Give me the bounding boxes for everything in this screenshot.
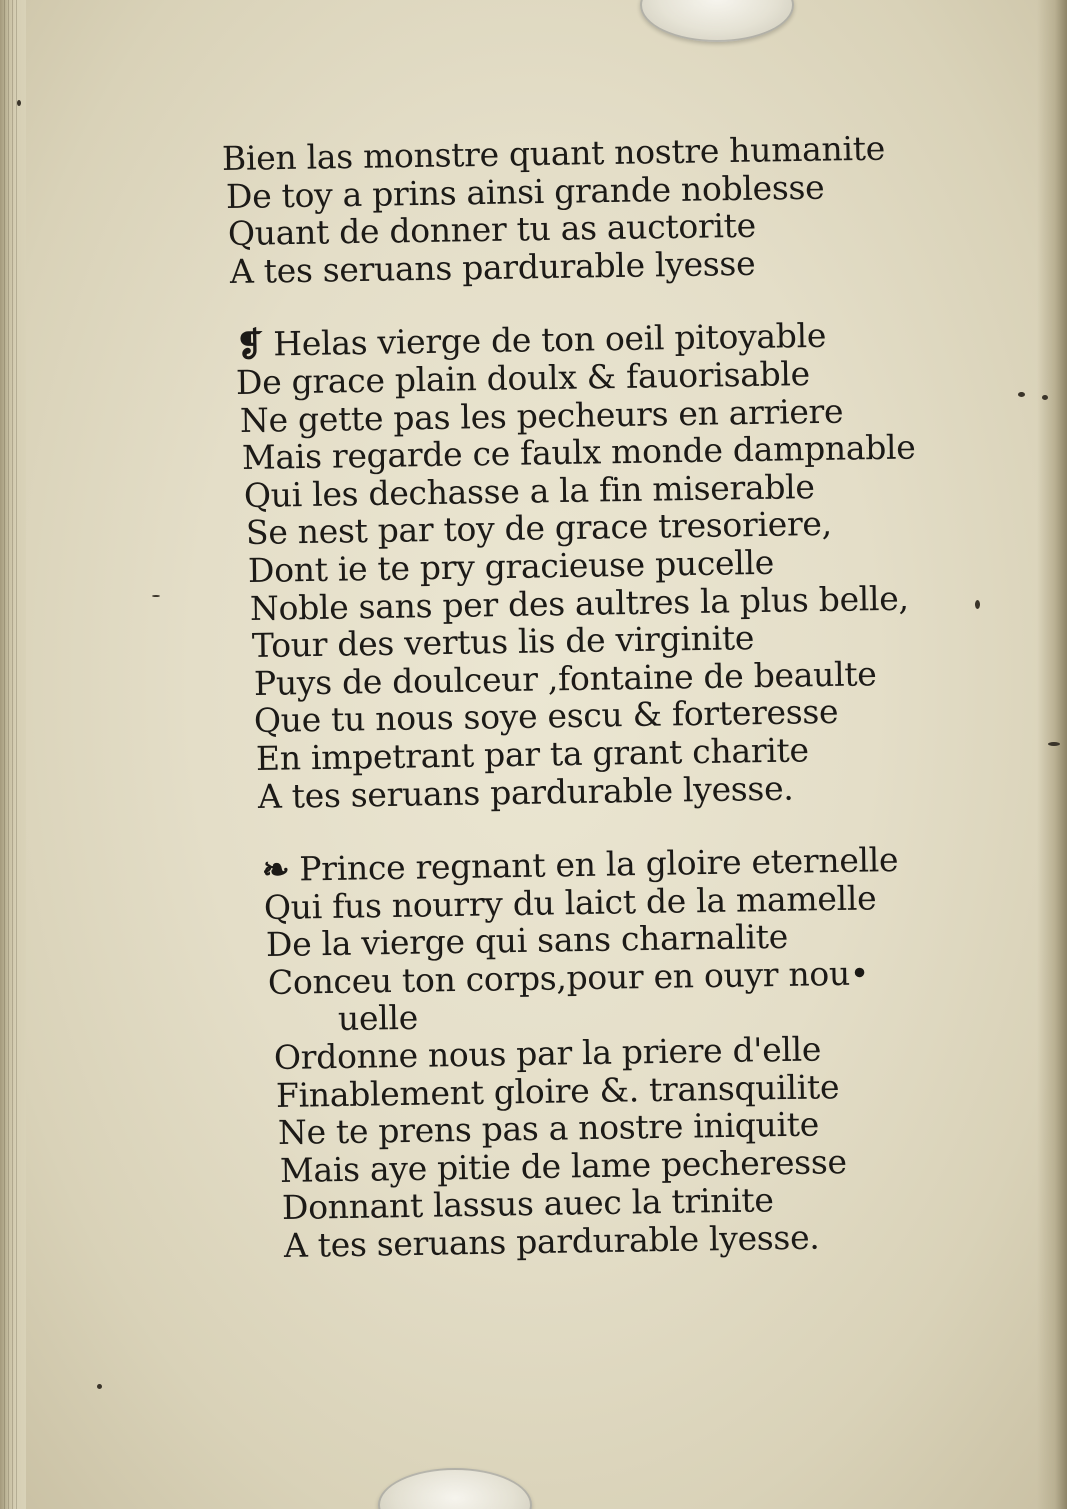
poem-line [284, 1217, 923, 1265]
stanza-3 [222, 840, 922, 1266]
poem-line-text: En impetrant par ta grant charite [255, 730, 809, 778]
poem-line-text: Dont ie te pry gracieuse pucelle [247, 542, 775, 590]
poem-line-text: Quant de donner tu as auctorite [227, 205, 757, 254]
poem-text-block [221, 128, 922, 1266]
poem-line-text: Qui fus nourry du laict de la mamelle [263, 878, 877, 927]
glass-clip-top [640, 0, 794, 42]
ink-spot [1048, 742, 1060, 746]
poem-line-text: Prince regnant en la gloire eternelle [299, 840, 899, 889]
page-right-edge-shadow [1037, 0, 1067, 1509]
poem-line-text: Mais regarde ce faulx monde dampnable [241, 427, 916, 478]
poem-line-text: Ordonne nous par la priere d'elle [273, 1029, 822, 1078]
poem-line-text: Noble sans per des aultres la plus belle, [249, 578, 909, 628]
poem-line-text: De grace plain doulx & fauorisable [235, 353, 811, 402]
poem-line-text: Conceu ton corps,pour en ouyr nou• [267, 953, 870, 1002]
poem-line-text: Ne gette pas les pecheurs en arriere [239, 391, 844, 440]
ink-spot [17, 100, 21, 106]
page-stack-left-edge [0, 0, 26, 1509]
paragraph-mark-icon: ❡ [235, 324, 264, 365]
poem-line-text: A tes seruans pardurable lyesse. [257, 768, 794, 816]
poem-line-text: uelle [337, 998, 419, 1039]
stanza-1 [221, 128, 922, 291]
poem-line-text: De toy a prins ainsi grande noblesse [225, 167, 825, 216]
ink-spot [1042, 395, 1048, 400]
poem-line-text: Helas vierge de ton oeil pitoyable [273, 316, 827, 364]
poem-line-text: Bien las monstre quant nostre humanite [221, 128, 886, 178]
poem-line-text: Ne te prens pas a nostre iniquite [277, 1104, 820, 1153]
ink-spot [975, 600, 980, 609]
ink-spot [97, 1384, 102, 1389]
poem-line-text: Qui les dechasse a la fin miserable [243, 466, 815, 515]
poem-line-text: A tes seruans pardurable lyesse. [283, 1217, 820, 1266]
poem-line-text: De la vierge qui sans charnalite [265, 917, 789, 965]
paragraph-mark-icon: ❧ [261, 849, 290, 890]
poem-line-text: Tour des vertus lis de virginite [251, 618, 755, 666]
poem-line-text: Que tu nous soye escu & forteresse [253, 692, 839, 741]
poem-line-text: Donnant lassus auec la trinite [281, 1180, 774, 1228]
ink-spot [152, 595, 160, 597]
ink-spot [1018, 392, 1025, 397]
stanza-2 [222, 316, 922, 816]
glass-clip-bottom [378, 1468, 532, 1509]
poem-line-text: Se nest par toy de grace tresoriere, [245, 504, 833, 553]
poem-line-text: Mais aye pitie de lame pecheresse [279, 1141, 847, 1190]
poem-line-text: A tes seruans pardurable lyesse [229, 243, 756, 291]
poem-line-text: Finablement gloire &. transquilite [275, 1066, 840, 1115]
poem-line-text: Puys de doulceur ,fontaine de beaulte [253, 653, 877, 703]
